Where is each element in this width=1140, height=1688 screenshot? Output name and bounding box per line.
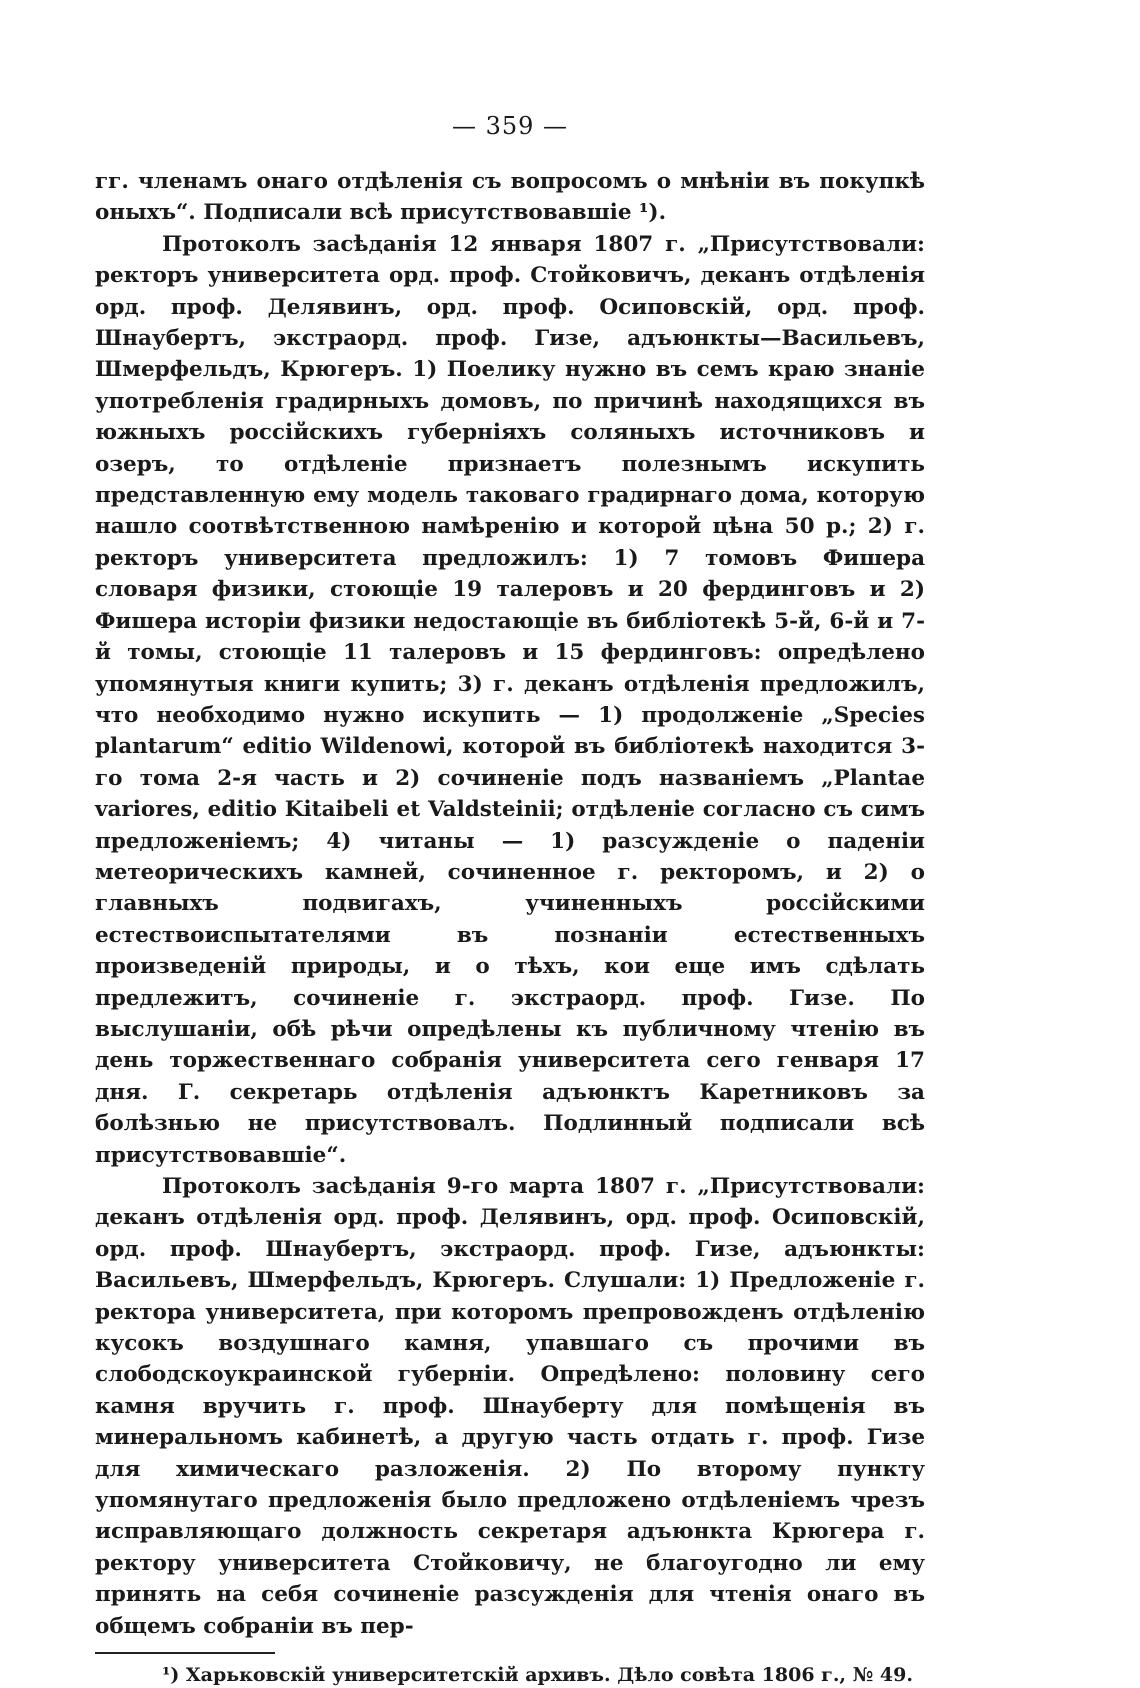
page-number: — 359 — (451, 112, 569, 140)
paragraph-continuation: гг. членамъ онаго отдѣленія съ вопросомъ о мнѣніи въ покупкѣ оныхъ“. Подписали всѣ присутствовавшіе ¹). (95, 169, 925, 226)
footnote: ¹) Харьковскій университетскій архивъ. Дѣло совѣта 1806 г., № 49. (162, 1664, 913, 1687)
body-text (95, 166, 925, 1642)
document-page (95, 112, 925, 1688)
paragraph-protocol-march: Протоколъ засѣданія 9-го марта 1807 г. „Присутствовали: деканъ отдѣленія орд. проф. Делявинъ, орд. проф. Осиповскій, орд. проф. Шнаубертъ, экстраорд. проф. Гизе, адъюнкты: Васильевъ, Шмерфельдъ, Крюгеръ. Слушали: 1) Предложеніе г. ректора университета, при которомъ препровожденъ отдѣленію кусокъ воздушнаго камня, упавшаго съ прочими въ слободскоукраинской губерніи. Опредѣлено: половину сего камня вручить г. проф. Шнауберту для помѣщенія въ минеральномъ кабинетѣ, а другую часть отдать г. проф. Гизе для химическаго разложенія. 2) По второму пункту упомянутаго предложенія было предложено отдѣленіемъ чрезъ исправляющаго должность секретаря адъюнкта Крюгера г. ректору университета Стойковичу, не благоугодно ли ему принять на себя сочиненіе разсужденія для чтенія онаго въ общемъ собраніи въ пер- (95, 1174, 925, 1639)
footnote-divider (95, 1652, 275, 1654)
paragraph-protocol-january: Протоколъ засѣданія 12 января 1807 г. „Присутствовали: ректоръ университета орд. проф. Стойковичъ, деканъ отдѣленія орд. проф. Делявинъ, орд. проф. Осиповскій, орд. проф. Шнаубертъ, экстраорд. проф. Гизе, адъюнкты—Васильевъ, Шмерфельдъ, Крюгеръ. 1) Поелику нужно въ семъ краю знаніе употребленія градирныхъ домовъ, по причинѣ находящихся въ южныхъ россійскихъ губерніяхъ соляныхъ источниковъ и озеръ, то отдѣленіе признаетъ полезнымъ искупить представленную ему модель таковаго градирнаго дома, которую нашло соотвѣтственною намѣренію и которой цѣна 50 р.; 2) г. ректоръ университета предложилъ: 1) 7 томовъ Фишера словаря физики, стоющіе 19 талеровъ и 20 фердинговъ и 2) Фишера исторіи физики недостающіе въ библіотекѣ 5-й, 6-й и 7-й томы, стоющіе 11 талеровъ и 15 фердинговъ: опредѣлено упомянутыя книги купить; 3) г. деканъ отдѣленія предложилъ, что необходимо нужно искупить — 1) продолженіе „Species plantarum“ editio Wildenowi, которой въ библіотекѣ находится 3-го тома 2-я часть и 2) сочиненіе подъ названіемъ „Plantae variores, editio Kitaibeli et Valdsteinii; отдѣленіе согласно съ симъ предложеніемъ; 4) читаны — 1) разсужденіе о паденіи метеорическихъ камней, сочиненное г. ректоромъ, и 2) о главныхъ подвигахъ, учиненныхъ россійскими естествоиспытателями въ познаніи естественныхъ произведеній природы, и о тѣхъ, кои еще имъ сдѣлать предлежитъ, сочиненіе г. экстраорд. проф. Гизе. По выслушаніи, обѣ рѣчи опредѣлены къ публичному чтенію въ день торжественнаго собранія университета сего генваря 17 дня. Г. секретарь отдѣленія адъюнктъ Каретниковъ за болѣзнью не присутствовалъ. Подлинный подписали всѣ присутствовавшіе“. (95, 231, 925, 1168)
